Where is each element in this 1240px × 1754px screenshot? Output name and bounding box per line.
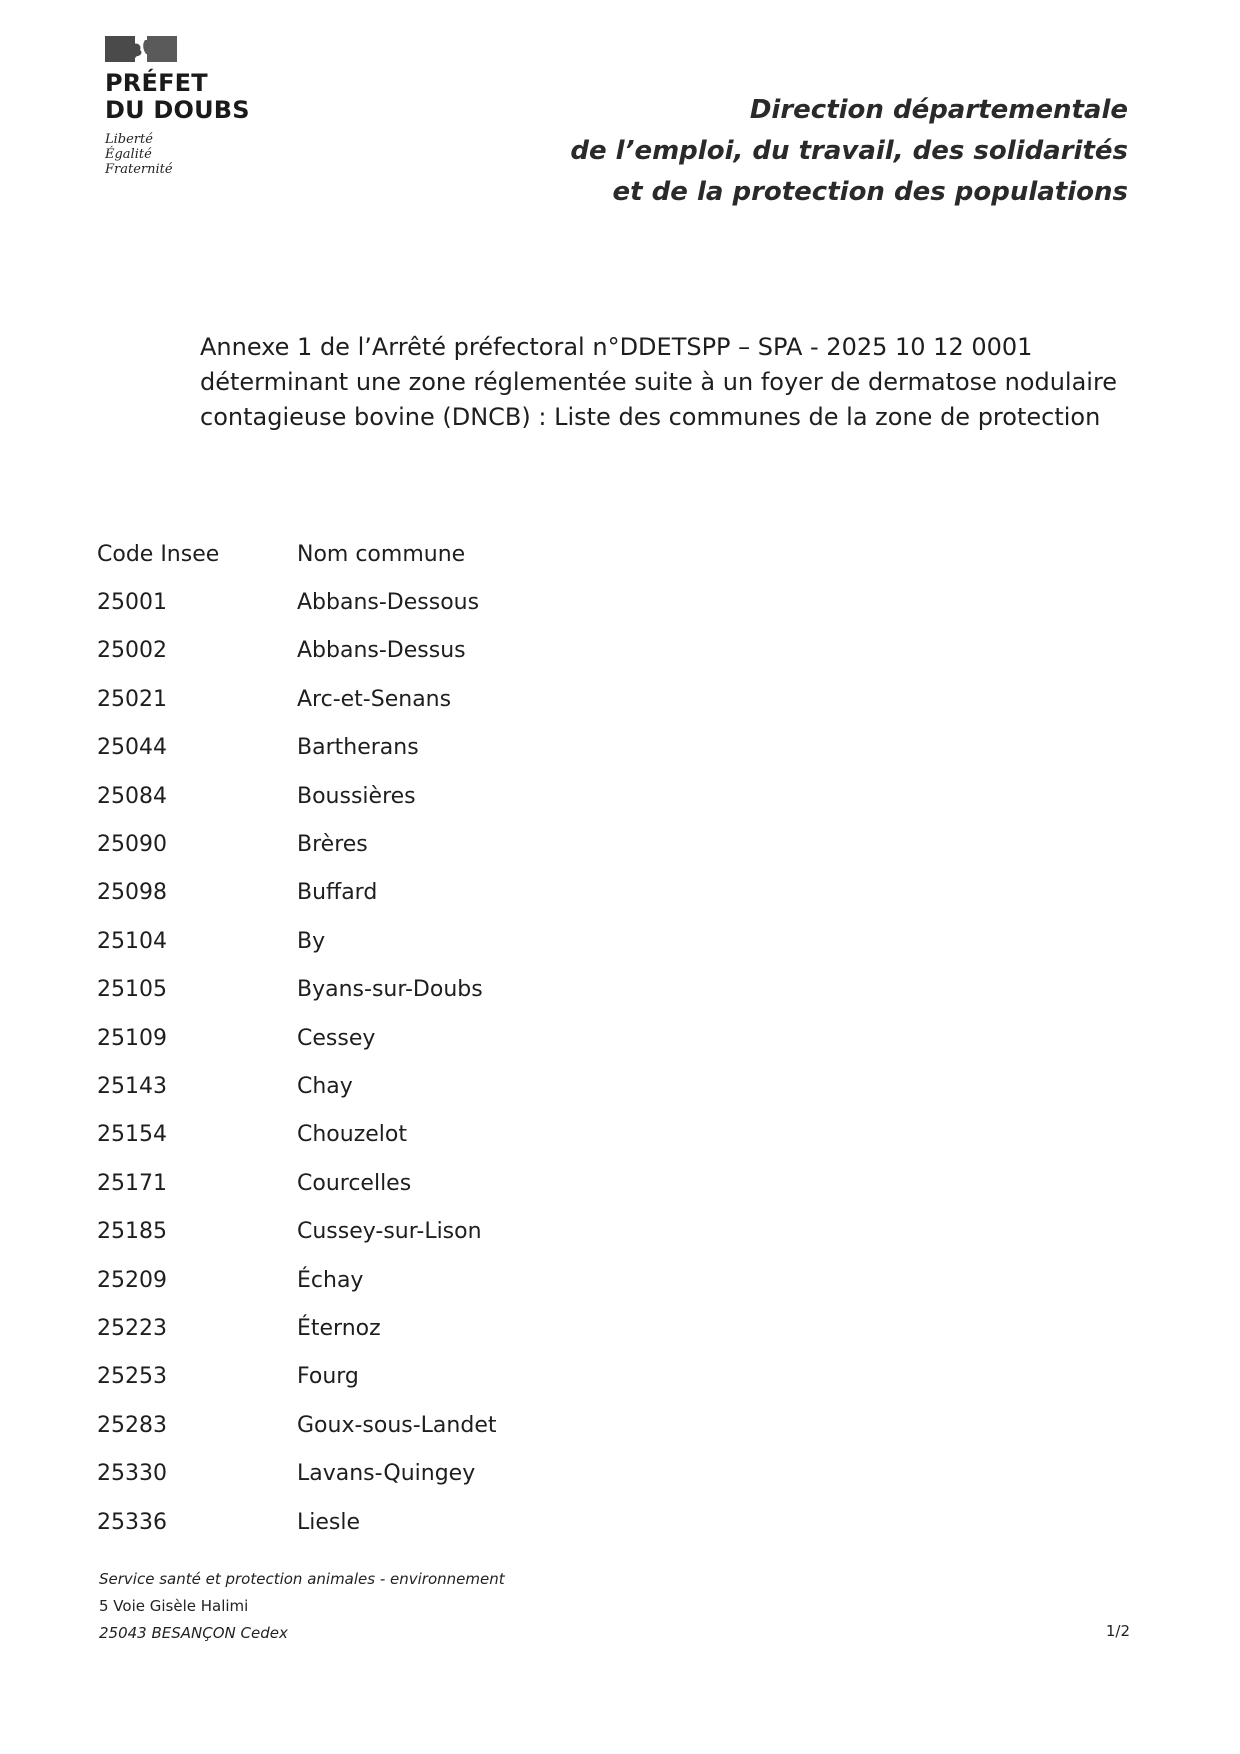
code-insee-cell: 25143 [97,1073,167,1099]
nom-commune-cell: By [297,928,326,954]
table-row [97,627,697,675]
direction-line-1: Direction départementale [749,95,1128,125]
annex-line-3: contagieuse bovine (DNCB) : Liste des communes de la zone de protection [200,403,1101,431]
nom-commune-cell: Abbans-Dessus [297,638,466,664]
table-row [97,869,697,917]
nom-commune-cell: Cessey [297,1025,376,1051]
annex-line-2: déterminant une zone réglementée suite à un foyer de dermatose nodulaire [200,368,1118,396]
code-insee-cell: 25209 [97,1267,167,1293]
code-insee-cell: 25336 [97,1509,167,1535]
table-row [97,772,697,820]
nom-commune-cell: Bartherans [297,735,419,761]
code-insee-cell: 25283 [97,1412,167,1438]
code-insee-cell: 25154 [97,1122,167,1148]
prefecture-logo [105,36,305,177]
header-nom-commune: Nom commune [297,541,466,567]
motto-egalite: Égalité [105,147,152,162]
table-row [97,917,697,965]
table-row [97,1207,697,1255]
code-insee-cell: 25090 [97,832,167,858]
communes-table [97,530,697,1546]
direction-line-3: et de la protection des populations [612,177,1128,207]
table-row [97,1014,697,1062]
table-row [97,578,697,626]
motto-liberte: Liberté [105,132,153,147]
code-insee-cell: 25253 [97,1364,167,1390]
code-insee-cell: 25109 [97,1025,167,1051]
footer-street: 5 Voie Gisèle Halimi [99,1597,249,1615]
footer-address [99,1566,505,1647]
table-body [97,578,697,1546]
table-row [97,820,697,868]
table-row [97,1304,697,1352]
nom-commune-cell: Liesle [297,1509,361,1535]
page-number: 1/2 [1105,1622,1130,1640]
nom-commune-cell: Fourg [297,1364,359,1390]
table-header [97,530,697,578]
code-insee-cell: 25330 [97,1461,167,1487]
code-insee-cell: 25002 [97,638,167,664]
nom-commune-cell: Byans-sur-Doubs [297,977,483,1003]
nom-commune-cell: Cussey-sur-Lison [297,1219,482,1245]
header-code-insee: Code Insee [97,541,220,567]
direction-line-2: de l’emploi, du travail, des solidarités [570,136,1128,166]
nom-commune-cell: Goux-sous-Landet [297,1412,497,1438]
motto-fraternite: Fraternité [105,162,173,177]
nom-commune-cell: Abbans-Dessous [297,590,480,616]
code-insee-cell: 25084 [97,783,167,809]
nom-commune-cell: Chouzelot [297,1122,407,1148]
annex-title [200,330,1140,435]
code-insee-cell: 25105 [97,977,167,1003]
table-row [97,1353,697,1401]
nom-commune-cell: Lavans-Quingey [297,1461,476,1487]
code-insee-cell: 25185 [97,1219,167,1245]
nom-commune-cell: Arc-et-Senans [297,686,452,712]
nom-commune-cell: Chay [297,1073,353,1099]
table-row [97,1449,697,1497]
nom-commune-cell: Échay [297,1267,364,1293]
footer-city: 25043 BESANÇON Cedex [99,1624,288,1642]
table-row [97,1256,697,1304]
nom-commune-cell: Buffard [297,880,378,906]
code-insee-cell: 25001 [97,590,167,616]
nom-commune-cell: Brères [297,832,368,858]
table-row [97,1159,697,1207]
logo-line-1: PRÉFET [105,69,208,97]
table-row [97,724,697,772]
code-insee-cell: 25223 [97,1315,167,1341]
table-row [97,1498,697,1546]
code-insee-cell: 25044 [97,735,167,761]
nom-commune-cell: Éternoz [297,1315,381,1341]
table-row [97,1111,697,1159]
marianne-logo-icon [105,36,177,62]
table-row [97,675,697,723]
code-insee-cell: 25171 [97,1170,167,1196]
table-row [97,1401,697,1449]
nom-commune-cell: Boussières [297,783,416,809]
motto [105,132,305,177]
nom-commune-cell: Courcelles [297,1170,412,1196]
code-insee-cell: 25021 [97,686,167,712]
footer-service: Service santé et protection animales - environnement [99,1570,505,1588]
code-insee-cell: 25104 [97,928,167,954]
direction-title [570,90,1128,213]
table-row [97,966,697,1014]
annex-line-1: Annexe 1 de l’Arrêté préfectoral n°DDETSPP – SPA - 2025 10 12 0001 [200,333,1033,361]
code-insee-cell: 25098 [97,880,167,906]
logo-line-2: DU DOUBS [105,96,250,124]
table-row [97,1062,697,1110]
